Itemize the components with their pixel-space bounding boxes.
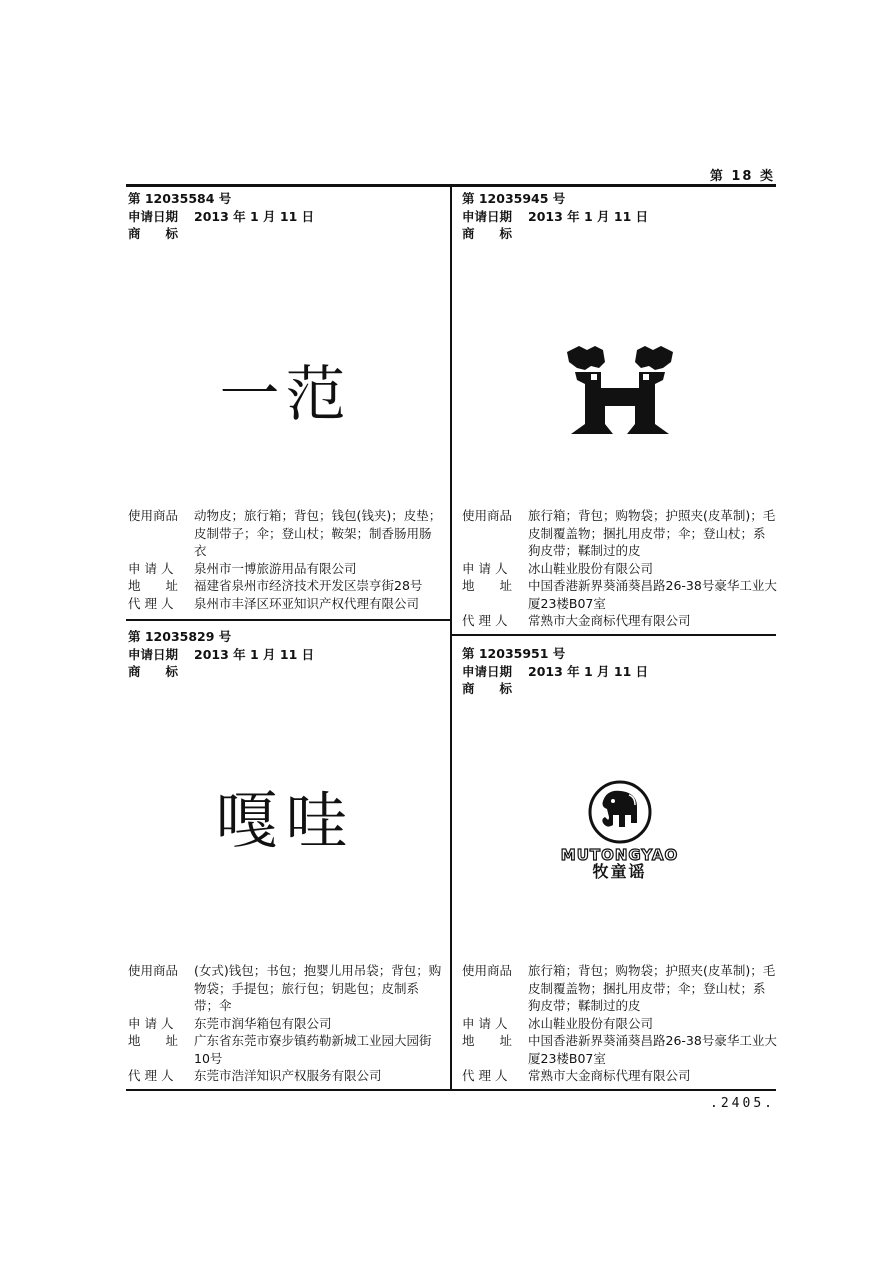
applicant-row	[462, 560, 777, 578]
address-value: 中国香港新界葵涌葵昌路26-38号豪华工业大厦23楼B07室	[528, 578, 777, 611]
trademark-text: 一范	[219, 360, 352, 430]
agent-value: 东莞市浩洋知识产权服务有限公司	[194, 1068, 382, 1083]
goods-label: 使用商品	[462, 963, 513, 978]
address-value: 广东省东莞市寮步镇药勒新城工业园大园街10号	[194, 1033, 432, 1066]
mark-label: 商 标	[462, 681, 513, 696]
goods-value: 旅行箱；背包；购物袋；护照夹(皮革制)；毛皮制覆盖物；捆扎用皮带；伞；登山杖；系狗皮带；鞣制过的皮	[528, 508, 776, 558]
agent-value: 常熟市大金商标代理有限公司	[528, 613, 691, 628]
right-entry-divider	[452, 634, 776, 636]
agent-row	[462, 1067, 777, 1085]
registration-number: 第 12035951 号	[462, 646, 566, 661]
mark-label: 商 标	[128, 226, 179, 241]
goods-row	[462, 962, 777, 1015]
application-date	[128, 646, 443, 664]
date-value: 2013 年 1 月 11 日	[528, 208, 649, 224]
agent-label: 代 理 人	[128, 1068, 174, 1083]
goods-row	[128, 507, 443, 560]
agent-value: 常熟市大金商标代理有限公司	[528, 1068, 691, 1083]
address-value: 福建省泉州市经济技术开发区崇亨街28号	[194, 578, 423, 593]
applicant-label: 申 请 人	[462, 1015, 508, 1031]
trademark-entry	[128, 628, 443, 681]
h-shaped-dragon-logo-icon	[565, 344, 675, 436]
goods-value: (女式)钱包；书包；抱婴儿用吊袋；背包；购物袋；手提包；旅行包；钥匙包；皮制系带；伞	[194, 963, 442, 1013]
column-divider	[450, 187, 452, 1089]
address-label: 地 址	[462, 578, 513, 593]
trademark-entry	[462, 645, 777, 698]
goods-value: 动物皮；旅行箱；背包；钱包(钱夹)；皮垫；皮制带子；伞；登山杖；鞍架；制香肠用肠衣	[194, 508, 442, 558]
address-row	[128, 1032, 443, 1067]
applicant-row	[128, 560, 443, 578]
mark-caption-latin: MUTONGYAO	[560, 846, 679, 864]
registration-number: 第 12035584 号	[128, 191, 232, 206]
address-label: 地 址	[128, 578, 179, 593]
date-label: 申请日期	[462, 663, 513, 679]
goods-row	[462, 507, 777, 560]
application-date	[462, 208, 777, 226]
agent-value: 泉州市丰泽区环亚知识产权代理有限公司	[194, 595, 420, 611]
agent-row	[462, 612, 777, 630]
mark-caption-cn: 牧童谣	[592, 862, 647, 881]
entry-details	[128, 507, 443, 612]
date-value: 2013 年 1 月 11 日	[194, 646, 315, 662]
agent-row	[128, 1067, 443, 1085]
trademark-image	[462, 300, 777, 480]
bottom-rule	[126, 1089, 776, 1091]
agent-label: 代 理 人	[128, 595, 174, 611]
class-label: 第 18 类	[709, 169, 775, 184]
registration-number: 第 12035829 号	[128, 629, 232, 644]
trademark-image	[128, 720, 443, 910]
agent-label: 代 理 人	[462, 613, 508, 628]
address-label: 地 址	[462, 1033, 513, 1048]
entry-details	[462, 962, 777, 1085]
goods-row	[128, 962, 443, 1015]
goods-label: 使用商品	[128, 508, 179, 523]
goods-value: 旅行箱；背包；购物袋；护照夹(皮革制)；毛皮制覆盖物；捆扎用皮带；伞；登山杖；系狗皮带；鞣制过的皮	[528, 963, 776, 1013]
applicant-row	[128, 1015, 443, 1033]
address-row	[128, 577, 443, 595]
trademark-image	[462, 770, 777, 890]
date-value: 2013 年 1 月 11 日	[528, 663, 649, 679]
page-number: .2405.	[710, 1096, 775, 1111]
applicant-value: 泉州市一博旅游用品有限公司	[194, 560, 357, 576]
agent-row	[128, 595, 443, 613]
applicant-value: 东莞市润华箱包有限公司	[194, 1015, 332, 1031]
address-row	[462, 1032, 777, 1067]
date-value: 2013 年 1 月 11 日	[194, 208, 315, 224]
date-label: 申请日期	[462, 208, 513, 224]
applicant-value: 冰山鞋业股份有限公司	[528, 560, 654, 576]
mark-label: 商 标	[462, 226, 513, 241]
address-value: 中国香港新界葵涌葵昌路26-38号豪华工业大厦23楼B07室	[528, 1033, 777, 1066]
date-label: 申请日期	[128, 208, 179, 224]
trademark-image	[128, 300, 443, 480]
left-entry-divider	[126, 619, 450, 621]
entry-details	[462, 507, 777, 630]
applicant-value: 冰山鞋业股份有限公司	[528, 1015, 654, 1031]
agent-label: 代 理 人	[462, 1068, 508, 1083]
address-row	[462, 577, 777, 612]
date-label: 申请日期	[128, 646, 179, 662]
address-label: 地 址	[128, 1033, 179, 1048]
applicant-label: 申 请 人	[128, 560, 174, 576]
entry-details	[128, 962, 443, 1085]
mark-label: 商 标	[128, 664, 179, 679]
trademark-entry	[462, 190, 777, 243]
applicant-label: 申 请 人	[128, 1015, 174, 1031]
goods-label: 使用商品	[462, 508, 513, 523]
registration-number: 第 12035945 号	[462, 191, 566, 206]
applicant-label: 申 请 人	[462, 560, 508, 576]
application-date	[128, 208, 443, 226]
elephant-emblem-logo-icon	[585, 779, 655, 845]
application-date	[462, 663, 777, 681]
trademark-text: 嘎哇	[215, 783, 356, 857]
applicant-row	[462, 1015, 777, 1033]
trademark-entry	[128, 190, 443, 243]
goods-label: 使用商品	[128, 963, 179, 978]
